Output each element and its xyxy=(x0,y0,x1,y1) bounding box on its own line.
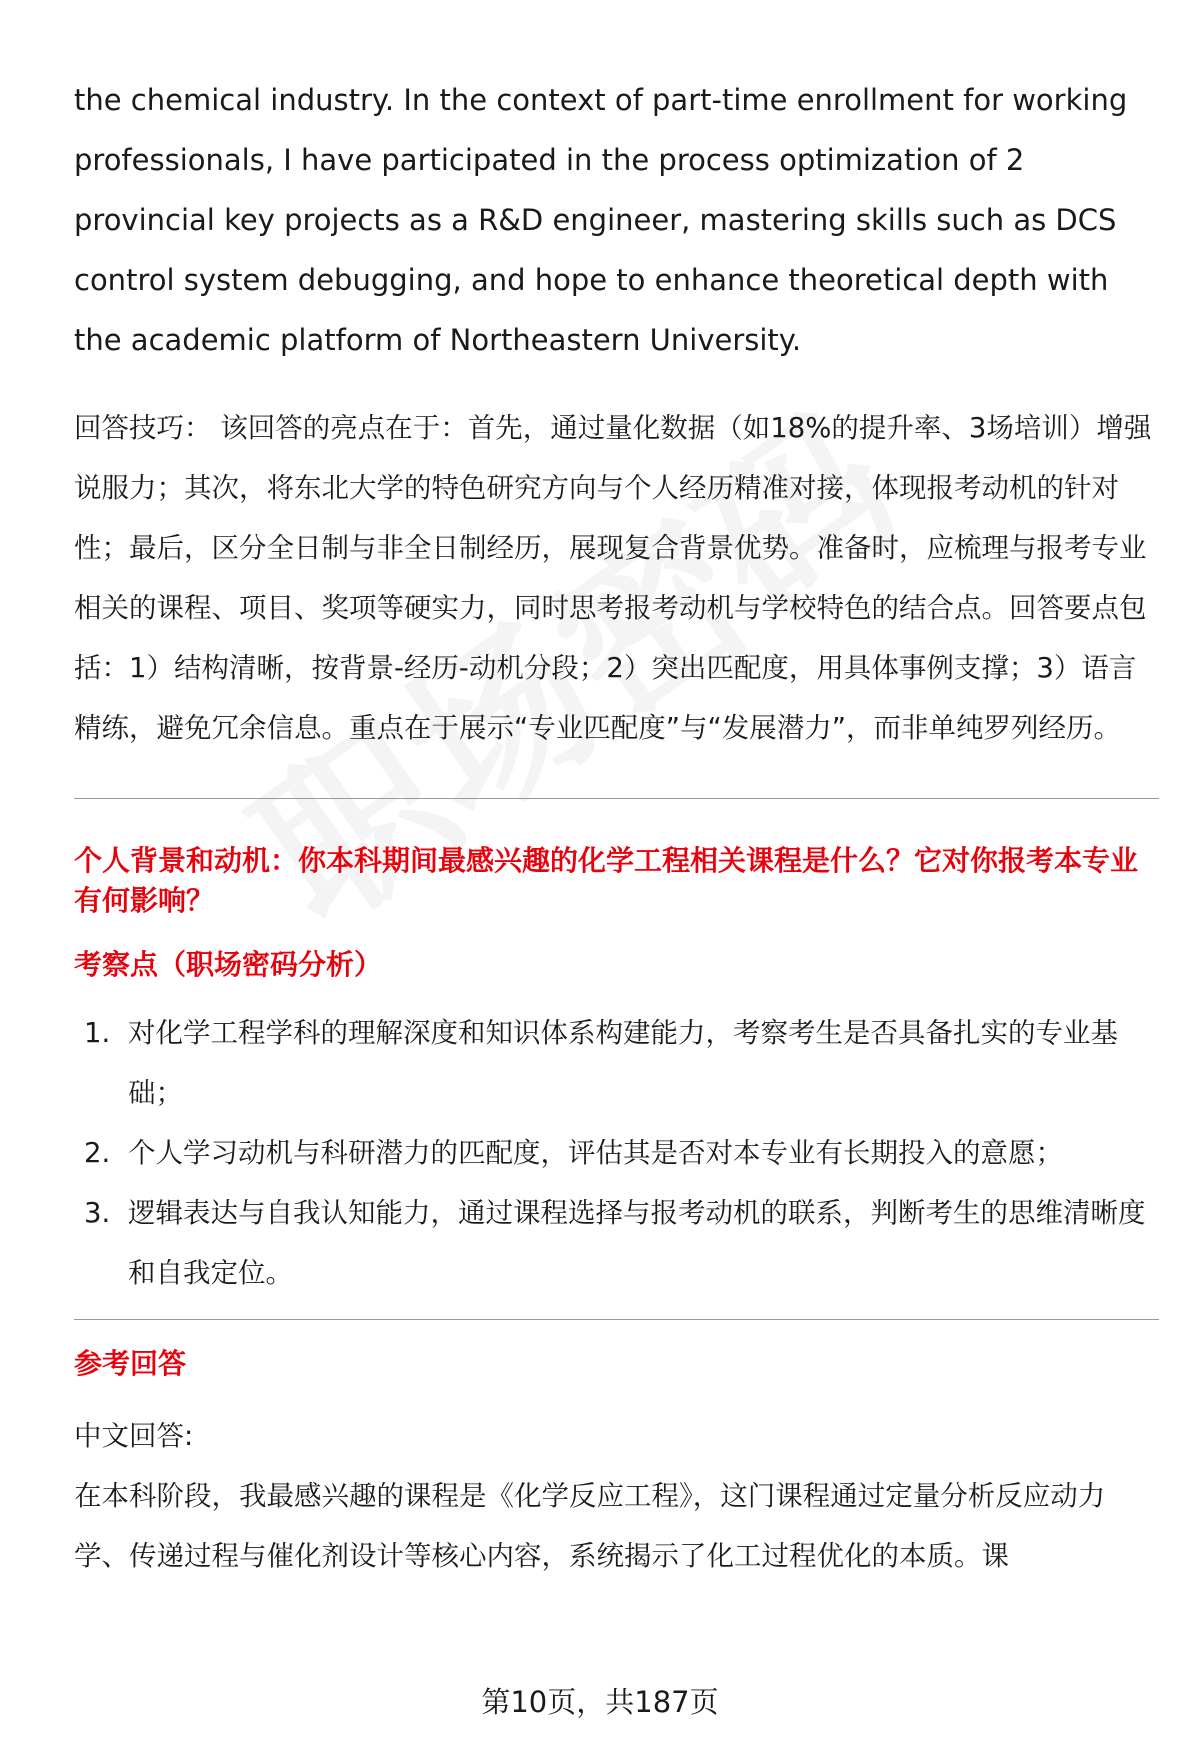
exam-points-list xyxy=(74,1003,1159,1303)
list-item xyxy=(74,1183,1159,1303)
list-number: 3. xyxy=(84,1197,111,1229)
divider xyxy=(74,1319,1159,1320)
list-item xyxy=(74,1123,1159,1183)
list-text: 逻辑表达与自我认知能力，通过课程选择与报考动机的联系，判断考生的思维清晰度和自我定位。 xyxy=(128,1197,1146,1289)
reference-heading: 参考回答 xyxy=(74,1347,187,1380)
divider xyxy=(74,798,1159,799)
question-heading: 个人背景和动机：你本科期间最感兴趣的化学工程相关课程是什么？它对你报考本专业有何影响？ xyxy=(74,844,1139,917)
answer-tip: 回答技巧： 该回答的亮点在于：首先，通过量化数据（如18%的提升率、3场培训）增强说服力；其次，将东北大学的特色研究方向与个人经历精准对接，体现报考动机的针对性；最后，区分全日制与非全日制经历，展现复合背景优势。准备时，应梳理与报考专业相关的课程、项目、奖项等硬实力，同时思考报考动机与学校特色的结合点。回答要点包括：1）结构清晰，按背景-经历-动机分段；2）突出匹配度，用具体事例支撑；3）语言精练，避免冗余信息。重点在于展示“专业匹配度”与“发展潜力”，而非单纯罗列经历。 xyxy=(74,412,1152,744)
list-number: 2. xyxy=(84,1137,111,1169)
chinese-answer-label: 中文回答: xyxy=(74,1420,194,1452)
list-number: 1. xyxy=(84,1017,111,1049)
list-text: 对化学工程学科的理解深度和知识体系构建能力，考察考生是否具备扎实的专业基础； xyxy=(128,1017,1118,1109)
chinese-answer-text: 在本科阶段，我最感兴趣的课程是《化学反应工程》，这门课程通过定量分析反应动力学、传递过程与催化剂设计等核心内容，系统揭示了化工过程优化的本质。课 xyxy=(74,1480,1106,1572)
exam-points-heading: 考察点（职场密码分析） xyxy=(74,948,383,981)
document-page xyxy=(74,70,1159,1586)
page-footer: 第10页，共187页 xyxy=(481,1685,719,1719)
answer-continuation-en: the chemical industry. In the context of part-time enrollment for working professionals, I have participated in the process optimization of 2 provincial key projects as a R&D engineer, mastering skills such as DCS control system debugging, and hope to enhance theoretical depth with the academic platform of Northeastern University. xyxy=(74,83,1128,357)
list-text: 个人学习动机与科研潜力的匹配度，评估其是否对本专业有长期投入的意愿； xyxy=(128,1137,1063,1169)
list-item xyxy=(74,1003,1159,1123)
